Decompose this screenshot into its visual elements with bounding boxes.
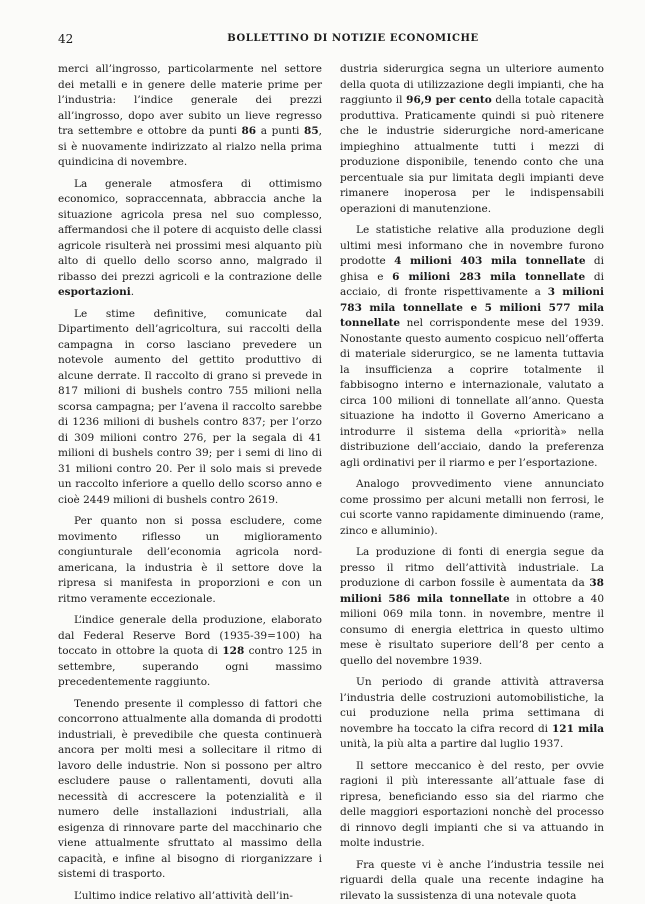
paragraph-nonferrous-metals: Analogo provvedimento viene annunciato come prossimo per alcuni metalli non ferrosi, le cui scorte vanno rapidamente diminuendo (rame, zinco e alluminio). [340, 477, 604, 539]
right-column [340, 62, 604, 904]
paragraph-steel-utilization: dustria siderurgica segna un ulteriore aumento della quota di utilizzazione degli impianti, che ha raggiunto il 96,9 per cento della totale capacità produttiva. Praticamente quindi si può ritenere che le industrie siderurgiche nord-americane impieghino attualmente tutti i mezzi di produzione disponibile, tenendo conto che una percentuale sia pur limitata degli impianti deve rimanere inoperosa per le indispensabili operazioni di manutenzione. [340, 62, 604, 217]
paragraph-wholesale-prices: merci all’ingrosso, particolarmente nel settore dei metalli e in genere delle materie prime per l’industria: l’indice generale dei prezzi all’ingrosso, dopo aver subito un lieve regresso tra settembre e ottobre da punti 86 a punti 85, si è nuovamente indirizzato al rialzo nella prima quindicina di novembre. [58, 62, 322, 171]
page-header [58, 30, 598, 50]
paragraph-production-index: L’indice generale della produzione, elaborato dal Federal Reserve Bord (1935-39=100) ha toccato in ottobre la quota di 128 contro 125 in settembre, superando ogni massimo precedentemente raggiunto. [58, 613, 322, 691]
paragraph-agricultural-outlook: La generale atmosfera di ottimismo economico, sopraccennata, abbraccia anche la situazione agricola presa nel suo complesso, affermandosi che il potere di acquisto delle classi agricole risulterà nei prossimi mesi alquanto più alto di quello dello scorso anno, malgrado il ribasso dei prezzi agricoli e la contrazione delle esportazioni. [58, 177, 322, 301]
page-number: 42 [58, 30, 73, 48]
running-title: BOLLETTINO DI NOTIZIE ECONOMICHE [188, 30, 518, 48]
paragraph-steel-index-start: L’ultimo indice relativo all’attività dell’in- [58, 889, 322, 904]
paragraph-industrial-demand: Tenendo presente il complesso di fattori che concorrono attualmente alla domanda di prodotti industriali, è prevedibile che questa continuerà ancora per molti mesi a sollecitare il ritmo di lavoro delle industrie. Non si possono per altro escludere pause o rallentamenti, dovuti alla necessità di accrescere la potenzialità e il numero delle installazioni industriali, alla esigenza di rinnovare parte del macchinario che viene attualmente sfruttato al massimo della capacità, e infine al bisogno di riorganizzare i sistemi di trasporto. [58, 697, 322, 883]
left-column [58, 62, 322, 904]
paragraph-textile-industry: Fra queste vi è anche l’industria tessile nei riguardi della quale una recente indagine ha rilevato la sussistenza di una notevale quota [340, 858, 604, 904]
paragraph-industry-recovery: Per quanto non si possa escludere, come movimento riflesso un miglioramento congiunturale dell’economia agricola nord-americana, la industria è il settore dove la ripresa si manifesta in proporzioni e con un ritmo veramente eccezionale. [58, 514, 322, 607]
paragraph-mechanical-sector: Il settore meccanico è del resto, per ovvie ragioni il più interessante all’attuale fase di ripresa, beneficiando esso sia del riarmo che delle maggiori esportazioni nonchè del processo di rinnovo degli impianti che si va attuando in molte industrie. [340, 759, 604, 852]
paragraph-harvest-estimates: Le stime definitive, comunicate dal Dipartimento dell’agricoltura, sui raccolti della campagna in corso lasciano prevedere un notevole aumento del gettito produttivo di alcune derrate. Il raccolto di grano si prevede in 817 milioni di bushels contro 755 milioni nella scorsa campagna; per l’avena il raccolto sarebbe di 1236 milioni di bushels contro 837; per l’orzo di 309 milioni contro 276, per la segala di 41 milioni di bushels contro 39; per i semi di lino di 31 milioni contro 20. Per il solo mais si prevede un raccolto inferiore a quello dello scorso anno e cioè 2449 milioni di bushels contro 2619. [58, 307, 322, 509]
paragraph-energy-production: La produzione di fonti di energia segue da presso il ritmo dell’attività industriale. La produzione di carbon fossile è aumentata da 38 milioni 586 mila tonnellate in ottobre a 40 milioni 069 mila tonn. in novembre, mentre il consumo di energia elettrica in questo ultimo mese è risultato superiore dell’8 per cento a quello del novembre 1939. [340, 545, 604, 669]
paragraph-automobile-industry: Un periodo di grande attività attraversa l’industria delle costruzioni automobilistiche, la cui produzione nella prima settimana di novembre ha toccato la cifra record di 121 mila unità, la più alta a partire dal luglio 1937. [340, 675, 604, 753]
paragraph-iron-steel-output: Le statistiche relative alla produzione degli ultimi mesi informano che in novembre furono prodotte 4 milioni 403 mila tonnellate di ghisa e 6 milioni 283 mila tonnellate di acciaio, di fronte rispettivamente a 3 milioni 783 mila tonnellate e 5 milioni 577 mila tonnellate nel corrispondente mese del 1939. Nonostante questo aumento cospicuo nell’offerta di materiale siderurgico, se ne lamenta tuttavia la insufficienza a coprire totalmente il fabbisogno interno e internazionale, valutato a circa 100 milioni di tonnellate all’anno. Questa situazione ha indotto il Governo Americano a introdurre il sistema della «priorità» nella distribuzione dell’acciaio, dando la preferenza agli ordinativi per il riarmo e per l’esportazione. [340, 223, 604, 471]
